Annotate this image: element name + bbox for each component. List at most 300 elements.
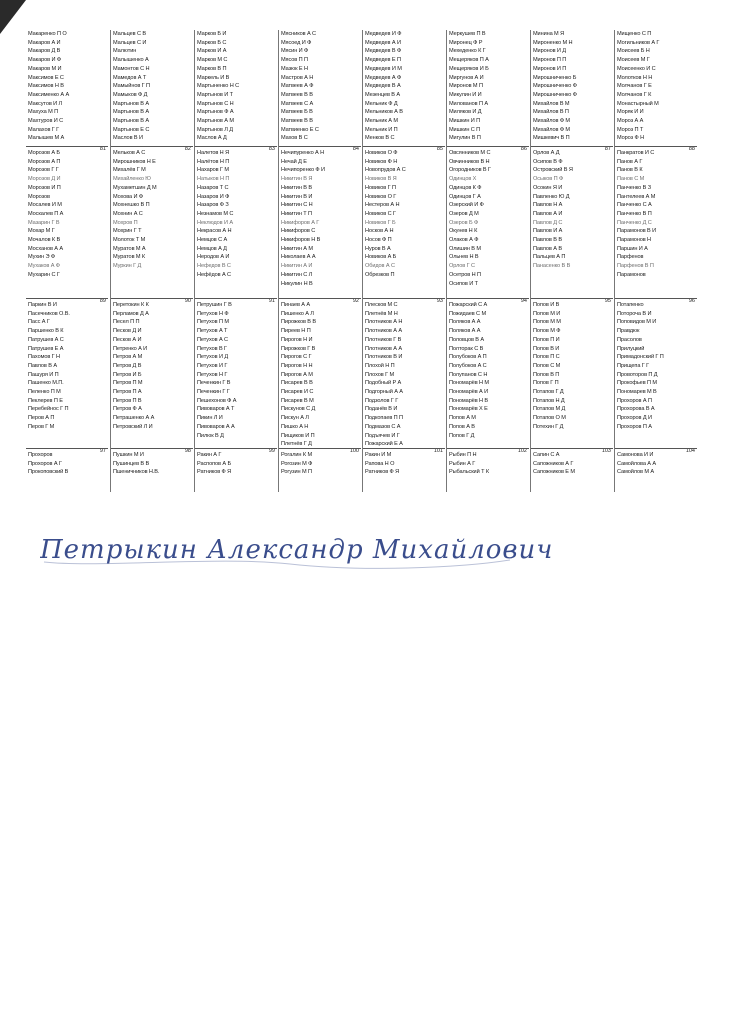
block-number: 87: [604, 146, 611, 152]
list-item: Пожарский Е А: [365, 441, 403, 447]
list-item: Моисеев Б Н: [617, 48, 650, 55]
list-item: Пожарский С А: [449, 302, 488, 308]
list-item: Пирогов А М: [281, 371, 313, 378]
list-item: Новиков Г П: [365, 184, 396, 191]
list-item: Пишко А Н: [281, 423, 309, 430]
block-number: 97: [99, 448, 106, 454]
list-item: Мясов П П: [281, 57, 308, 64]
list-item: Самонова И И: [617, 452, 654, 458]
list-item: Пушинцев В В: [113, 460, 150, 467]
list-item: Попов П С: [533, 354, 560, 361]
list-item: Пшеничников Н.В.: [113, 469, 160, 476]
name-block: [26, 146, 108, 297]
list-item: Попов В П: [533, 371, 560, 378]
list-item: Парамонов В И: [617, 228, 657, 235]
list-item: Никифоров Н В: [281, 237, 321, 244]
list-item: Морозов А Б: [28, 150, 60, 156]
list-item: Мишкин И П: [449, 118, 481, 125]
list-item: Махуха М П: [28, 109, 59, 116]
list-item: Мохова И Ф: [113, 193, 144, 200]
list-item: Павлов В В: [533, 237, 562, 244]
list-item: Пивоваров А Т: [197, 406, 235, 413]
list-item: Мороз Ф Н: [617, 135, 645, 142]
list-item: Прохоров П А: [617, 423, 652, 430]
list-item: Попов М М: [533, 319, 561, 326]
list-item: Мирошников Н Е: [113, 158, 156, 165]
block-number: 91: [268, 298, 275, 304]
list-item: Осокин Я И: [533, 184, 563, 191]
list-item: Прохорова В А: [617, 406, 655, 413]
block-number: 93: [436, 298, 443, 304]
list-item: Плетнёв Г Д: [281, 441, 312, 447]
list-column: [110, 30, 193, 492]
list-item: Петрашенко А А: [113, 415, 155, 422]
name-block: [111, 298, 193, 447]
list-item: Максимов Н В: [28, 83, 64, 90]
list-item: Пономарёв Н В: [449, 397, 489, 404]
list-item: Петров А М: [113, 354, 143, 361]
list-column: [362, 30, 445, 492]
list-item: Мельников А В: [365, 109, 403, 116]
list-item: Молчанов Г Е: [617, 83, 652, 90]
list-item: Пикин Л И: [197, 415, 223, 422]
list-item: Мясников А С: [281, 31, 316, 37]
list-item: Маслов А Д: [197, 135, 227, 142]
list-item: Патрушев А С: [28, 336, 64, 343]
list-item: Мартынов Ф А: [197, 109, 234, 116]
list-item: Рыбин А Г: [449, 460, 476, 467]
list-item: Новиков Ф Н: [365, 158, 398, 165]
list-item: Печенкин Г В: [197, 380, 231, 387]
block-number: 98: [184, 448, 191, 454]
list-item: Попов С М: [533, 362, 561, 369]
list-item: Парфенов: [617, 254, 644, 261]
list-item: Матвиенко Е С: [281, 126, 319, 133]
list-item: Поповидов М И: [617, 319, 657, 326]
list-item: Орлов Г С: [449, 263, 475, 270]
block-number: 85: [436, 146, 443, 152]
list-item: Осипов И Т: [449, 280, 478, 287]
list-item: Мясоед И Ф: [281, 39, 312, 46]
list-item: Нефедов В С: [197, 263, 231, 270]
list-item: Потапов О М: [533, 415, 566, 422]
list-item: Подзолов Г Г: [365, 397, 399, 404]
list-item: Перламов Д А: [113, 310, 149, 317]
list-item: Пальцев А П: [533, 254, 566, 261]
list-item: Патрушев Е А: [28, 345, 64, 352]
list-item: Медведев Е П: [365, 57, 401, 64]
block-number: 82: [184, 146, 191, 152]
name-block: [363, 448, 445, 492]
list-item: Морозов: [28, 193, 50, 200]
list-item: Муратов М А: [113, 245, 146, 252]
name-list-sheet: [26, 30, 702, 494]
block-number: 102: [517, 448, 527, 454]
list-item: Медведев В Ф: [365, 48, 402, 55]
list-item: Никитин С Н: [281, 202, 313, 209]
name-block: [363, 30, 445, 144]
list-item: Пирожков Г В: [281, 345, 316, 352]
list-item: Молоток Т М: [113, 237, 146, 244]
list-item: Пономарёв Х Е: [449, 406, 488, 413]
name-block: [111, 448, 193, 492]
list-item: Неродов А И: [197, 254, 230, 261]
list-item: Обрезков П: [365, 271, 395, 278]
list-item: Петров П В: [113, 397, 142, 404]
list-item: Михайлов В П: [533, 109, 569, 116]
list-item: Полторак С В: [449, 345, 484, 352]
list-item: Перов Г М: [28, 423, 55, 430]
list-item: Подгорный А А: [365, 389, 403, 396]
name-block: [279, 298, 361, 447]
list-item: Писарев В М: [281, 397, 314, 404]
list-item: Подкопаев П П: [365, 415, 403, 422]
list-item: Меркушев П В: [449, 31, 486, 37]
list-item: Петухов И Г: [197, 362, 228, 369]
name-block: [363, 146, 445, 297]
block-number: 96: [688, 298, 695, 304]
list-item: Мельник А М: [365, 118, 398, 125]
list-item: Пожидаев С М: [449, 310, 487, 317]
list-item: Марков Б И: [197, 31, 227, 37]
list-item: Мельник И П: [365, 126, 398, 133]
list-item: Новиков О Ф: [365, 150, 398, 156]
list-item: Попов М Ф: [533, 328, 561, 335]
list-item: Мартынов Л Д: [197, 126, 233, 133]
list-item: Мохрин Г Т: [113, 228, 142, 235]
list-item: Печенкин Г Г: [197, 389, 230, 396]
list-item: Правдюк: [617, 328, 640, 335]
list-item: Плотников А А: [365, 328, 402, 335]
list-item: Огородников В Г: [449, 167, 491, 174]
list-item: Медведев И Ф: [365, 31, 402, 37]
list-item: Мамонтов С Н: [113, 65, 150, 72]
list-item: Морозов А П: [28, 158, 61, 165]
list-item: Никитин А И: [281, 263, 313, 270]
name-block: [111, 146, 193, 297]
list-item: Перетокин К К: [113, 302, 149, 308]
list-item: Мартынов В А: [113, 100, 149, 107]
list-item: Мохнешко В П: [113, 202, 150, 209]
list-item: Парфенов В П: [617, 263, 654, 270]
list-item: Мухаметшин Д М: [113, 184, 157, 191]
list-item: Мирошниченко Ф: [533, 83, 577, 90]
list-item: Пинаев А А: [281, 302, 310, 308]
list-item: Одинцов Х: [449, 176, 477, 183]
list-column: [614, 30, 697, 492]
list-item: Одинцов К Ф: [449, 184, 482, 191]
list-item: Павлов И А: [533, 228, 563, 235]
list-item: Осыков П Ф: [533, 176, 564, 183]
list-item: Пивоваров А А: [197, 423, 235, 430]
list-item: Попов И В: [533, 302, 560, 308]
name-block: [531, 298, 613, 447]
list-item: Морозов И П: [28, 184, 61, 191]
list-item: Петухов П М: [197, 319, 229, 326]
name-block: [26, 298, 108, 447]
list-item: Перов А П: [28, 415, 55, 422]
list-item: Плотников Г В: [365, 336, 402, 343]
list-item: Подмазов С А: [365, 423, 401, 430]
list-item: Никитин С Л: [281, 271, 313, 278]
list-item: Мельков А С: [113, 150, 146, 156]
list-item: Михайлов Ф М: [533, 118, 570, 125]
list-item: Самойлов М А: [617, 469, 655, 476]
block-number: 83: [268, 146, 275, 152]
block-number: 94: [520, 298, 527, 304]
list-item: Рогалин К М: [281, 452, 313, 458]
list-item: Некрасов А Н: [197, 228, 232, 235]
list-item: Пискунов С Д: [281, 406, 316, 413]
name-block: [447, 298, 529, 447]
list-item: Миронов П П: [533, 57, 567, 64]
list-item: Распопов А Б: [197, 460, 232, 467]
block-number: 86: [520, 146, 527, 152]
list-item: Никифоров А Г: [281, 219, 320, 226]
list-item: Муркин Г Д: [113, 263, 142, 270]
list-item: Пахомов Г Н: [28, 354, 60, 361]
list-item: Морозов Г Г: [28, 167, 59, 174]
list-item: Максимов Е С: [28, 74, 64, 81]
name-block: [195, 298, 277, 447]
list-item: Панкратов И С: [617, 150, 655, 156]
list-item: Миронов И П: [533, 65, 567, 72]
block-number: 89: [99, 298, 106, 304]
list-item: Назаров И Ф: [197, 193, 230, 200]
list-item: Носов Ф П: [365, 237, 392, 244]
list-item: Мельник Ф Д: [365, 100, 398, 107]
name-block: [195, 146, 277, 297]
list-item: Рогузин М П: [281, 469, 312, 476]
list-item: Налётов Н П: [197, 158, 230, 165]
list-item: Попов А В: [449, 423, 475, 430]
list-item: Плесков М С: [365, 302, 398, 308]
list-item: Матвеев С А: [281, 100, 314, 107]
name-block: [615, 30, 697, 144]
list-item: Пономарёв А И: [449, 389, 489, 396]
name-block: [279, 30, 361, 144]
list-item: Нестеров А Н: [365, 202, 400, 209]
list-item: Пеклерев П Е: [28, 397, 63, 404]
list-item: Петухов А Т: [197, 328, 228, 335]
list-item: Мальцев С В: [113, 31, 147, 37]
list-item: Петухов И Д: [197, 354, 229, 361]
list-item: Миронец Ф Р: [449, 39, 483, 46]
list-item: Пономарев М В: [617, 389, 657, 396]
list-item: Новиков О Г: [365, 193, 397, 200]
list-item: Макаренко П О: [28, 31, 67, 37]
block-number: 92: [352, 298, 359, 304]
list-item: Назаров Ф З: [197, 202, 229, 209]
list-item: Панченко С А: [617, 202, 652, 209]
block-number: 100: [349, 448, 359, 454]
list-item: Ратников Ф Я: [365, 469, 400, 476]
list-item: Никитин Т П: [281, 210, 312, 217]
list-item: Максименко А А: [28, 91, 70, 98]
list-item: Сапожников А Г: [533, 460, 574, 467]
list-item: Олишин В М: [449, 245, 481, 252]
list-item: Павленко Ю Д: [533, 193, 570, 200]
list-item: Моисеев М Г: [617, 57, 650, 64]
list-item: Мезенцев В А: [365, 91, 401, 98]
list-item: Провоторов П Д: [617, 371, 658, 378]
list-column: [446, 30, 529, 492]
list-item: Нахаров Г М: [197, 167, 229, 174]
list-item: Панов А Г: [617, 158, 643, 165]
block-number: 99: [268, 448, 275, 454]
list-item: Прохоров: [28, 452, 53, 458]
name-block: [531, 448, 613, 492]
list-item: Поляков А А: [449, 319, 481, 326]
list-item: Попов Г П: [533, 380, 559, 387]
list-item: Неклюдов И А: [197, 219, 234, 226]
list-item: Мамыйнов Г П: [113, 83, 150, 90]
list-item: Мочалов К В: [28, 237, 61, 244]
block-number: 101: [433, 448, 443, 454]
list-item: Малышев М А: [28, 135, 65, 142]
list-item: Моисеенко И С: [617, 65, 656, 72]
name-block: [447, 448, 529, 492]
list-item: Марков В П: [197, 65, 227, 72]
list-item: Николаев А А: [281, 254, 316, 261]
list-item: Михайлов Ф М: [533, 126, 570, 133]
list-item: Примадонский Г П: [617, 354, 664, 361]
list-item: Потапов Н Д: [533, 397, 565, 404]
list-item: Новиков Г Б: [365, 219, 396, 226]
list-item: Петухов Н Г: [197, 371, 228, 378]
list-item: Монастырный М: [617, 100, 659, 107]
list-item: Мехеденко К Г: [449, 48, 486, 55]
list-item: Матвеев В В: [281, 91, 313, 98]
list-item: Мишкевич В П: [533, 135, 570, 142]
list-item: Немцов А Д: [197, 245, 227, 252]
list-item: Прокофьев П М: [617, 380, 657, 387]
list-item: Нефёдов А С: [197, 271, 231, 278]
list-item: Медведев А Ф: [365, 74, 402, 81]
list-item: Пашенко М.П.: [28, 380, 64, 387]
list-item: Малютин: [113, 48, 137, 55]
list-column: [530, 30, 613, 492]
list-item: Пишенко А Л: [281, 310, 314, 317]
list-item: Миляков И Д: [449, 109, 482, 116]
block-number: 95: [604, 298, 611, 304]
list-item: Мищенко С П: [617, 31, 652, 37]
list-item: Марков М С: [197, 57, 228, 64]
list-item: Новиков В Я: [365, 176, 397, 183]
list-item: Овсянников М С: [449, 150, 491, 156]
list-item: Мосалев И М: [28, 202, 62, 209]
name-block: [447, 30, 529, 144]
list-item: Никитин В В: [281, 184, 312, 191]
list-item: Петухов А С: [197, 336, 228, 343]
list-item: Петров Ф А: [113, 406, 142, 413]
list-item: Прокоповский В: [28, 469, 69, 476]
list-item: Рапова Н О: [365, 460, 395, 467]
list-item: Озеров Д М: [449, 210, 479, 217]
list-item: Осетров Н П: [449, 271, 481, 278]
list-item: Прохоров А Г: [28, 460, 62, 467]
list-item: Плотников А Н: [365, 319, 403, 326]
name-block: [195, 30, 277, 144]
list-item: Одинцов Г А: [449, 193, 481, 200]
list-item: Потехин Г Д: [533, 423, 564, 430]
list-item: Попов П И: [533, 336, 560, 343]
list-item: Пасс А Г: [28, 319, 50, 326]
list-item: Медведев А И: [365, 39, 401, 46]
list-item: Мещеряков П А: [449, 57, 489, 64]
list-item: Нечай Д Е: [281, 158, 307, 165]
list-item: Паркин В И: [28, 302, 57, 308]
list-item: Незнамов М С: [197, 210, 234, 217]
list-item: Марков Б С: [197, 39, 227, 46]
list-item: Петренко А И: [113, 345, 148, 352]
list-item: Максутов И Л: [28, 100, 63, 107]
list-item: Мартынов Е С: [113, 126, 150, 133]
list-item: Михалёв Г М: [113, 167, 146, 174]
list-item: Песков Д И: [113, 328, 142, 335]
list-item: Немцов С А: [197, 237, 228, 244]
list-item: Самойлова А А: [617, 460, 657, 467]
list-item: Мартынов А М: [197, 118, 234, 125]
list-item: Попов А М: [449, 415, 476, 422]
name-block: [615, 448, 697, 492]
list-item: Прохоров А П: [617, 397, 652, 404]
list-item: Макаров И Ф: [28, 57, 61, 64]
list-item: Панов С М: [617, 176, 645, 183]
list-item: Марков И А: [197, 48, 227, 55]
list-item: Могильников А Г: [617, 39, 660, 46]
list-item: Павлов А В: [533, 245, 562, 252]
list-item: Миронов И Д: [533, 48, 566, 55]
name-block: [531, 30, 613, 144]
list-item: Павлов В А: [28, 362, 57, 369]
block-number: 103: [601, 448, 611, 454]
list-item: Паршин И А: [617, 245, 648, 252]
list-item: Мироненко М Н: [533, 39, 573, 46]
list-item: Песел П П: [113, 319, 140, 326]
list-item: Малахов Г Г: [28, 126, 60, 133]
list-item: Мещеряков И Б: [449, 65, 489, 72]
name-block: [279, 146, 361, 297]
block-number: 81: [99, 146, 106, 152]
list-item: Пантелеев А М: [617, 193, 656, 200]
list-item: Мирошниченко Ф: [533, 91, 577, 98]
list-item: Обидов А С: [365, 263, 395, 270]
list-item: Никитин А М: [281, 245, 313, 252]
list-item: Пирогов С Г: [281, 354, 312, 361]
list-item: Потапов М Д: [533, 406, 566, 413]
list-item: Мартынов В А: [113, 118, 149, 125]
list-item: Пешехонов Ф А: [197, 397, 237, 404]
list-item: Мохнин А С: [113, 210, 143, 217]
list-item: Натыков Н П: [197, 176, 230, 183]
list-item: Мишкин С П: [449, 126, 481, 133]
list-item: Никулин Н В: [281, 280, 313, 287]
list-item: Никитин В Я: [281, 176, 313, 183]
list-item: Мамедов А Т: [113, 74, 147, 81]
list-item: Олаков А Ф: [449, 237, 479, 244]
list-item: Пищиков И П: [281, 432, 315, 439]
list-item: Петухов Н Ф: [197, 310, 229, 317]
name-block: [111, 30, 193, 144]
list-item: Микулин И И: [449, 91, 482, 98]
list-item: Петухов В Г: [197, 345, 227, 352]
list-item: Рыбальский Т К: [449, 469, 489, 476]
signature-text: Петрыкин Александр Михайлович: [40, 535, 554, 565]
list-item: Мухаков А Ф: [28, 263, 60, 270]
list-item: Маркель И В: [197, 74, 230, 81]
list-item: Панов В К: [617, 167, 643, 174]
